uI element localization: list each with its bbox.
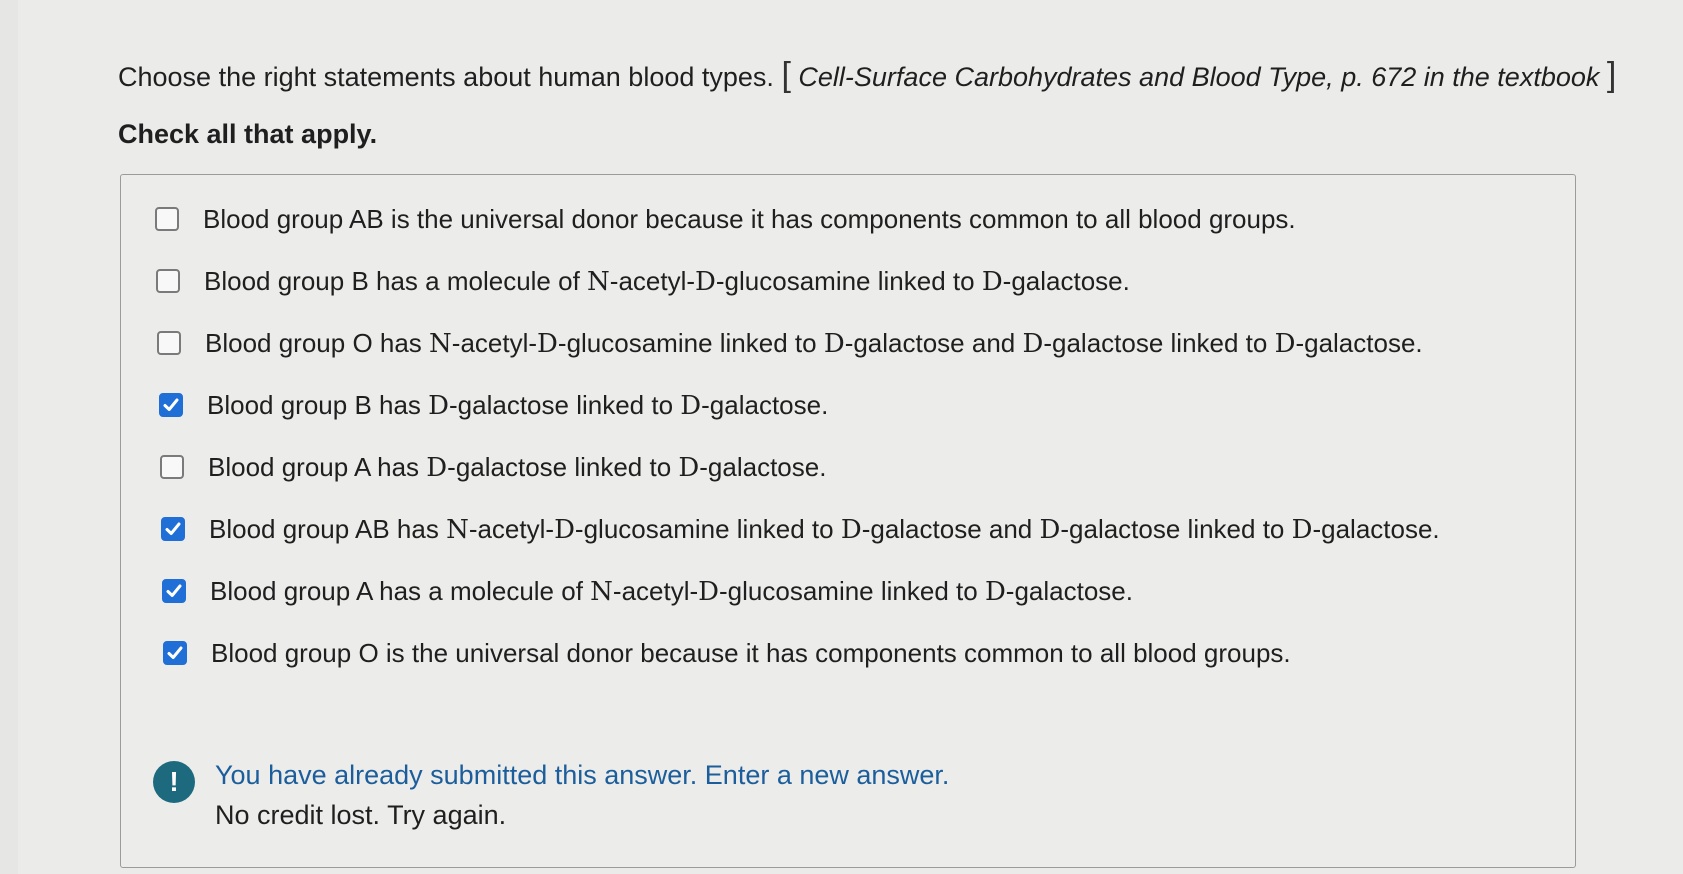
checkbox-unchecked[interactable] [155,207,179,231]
checkmark-icon [162,396,180,414]
checkbox-checked[interactable] [162,579,186,603]
checkbox-unchecked[interactable] [157,331,181,355]
option-label: Blood group B has D-galactose linked to D-galactose. [207,389,829,421]
option-item[interactable] [160,447,826,487]
checkmark-icon [166,644,184,662]
checkbox-unchecked[interactable] [156,269,180,293]
option-label: Blood group AB has N-acetyl-D-glucosamine linked to D-galactose and D-galactose linked to D-galactose. [209,513,1440,545]
option-label: Blood group A has a molecule of N-acetyl-D-glucosamine linked to D-galactose. [210,575,1133,607]
option-item[interactable] [161,509,1440,549]
page [18,0,1683,874]
option-item[interactable] [159,385,828,425]
checkmark-icon [164,520,182,538]
checkbox-unchecked[interactable] [160,455,184,479]
option-label: Blood group O is the universal donor because it has components common to all blood groups. [211,637,1291,668]
option-label: Blood group O has N-acetyl-D-glucosamine linked to D-galactose and D-galactose linked to D-galactose. [205,327,1423,359]
checkmark-icon [165,582,183,600]
checkbox-checked[interactable] [163,641,187,665]
option-item[interactable] [155,199,1296,239]
option-label: Blood group A has D-galactose linked to D-galactose. [208,451,827,483]
answer-options-box [120,174,1576,868]
textbook-citation: Cell-Surface Carbohydrates and Blood Type, p. 672 in the textbook [798,62,1600,92]
option-item[interactable] [157,323,1423,363]
instruction: Check all that apply. [118,119,378,149]
question-text: Choose the right statements about human blood types. [118,62,774,92]
checkbox-checked[interactable] [159,393,183,417]
exclamation-icon: ! [153,761,195,803]
option-item[interactable] [156,261,1130,301]
option-item[interactable] [162,571,1133,611]
option-item[interactable] [163,633,1291,673]
feedback-line-1: You have already submitted this answer. Enter a new answer. [215,760,950,790]
option-label: Blood group AB is the universal donor because it has components common to all blood groups. [203,203,1296,234]
feedback-message [153,755,949,835]
checkbox-checked[interactable] [161,517,185,541]
question-prompt: Choose the right statements about human blood types. [ Cell-Surface Carbohydrates and Blood Type, p. 672 in the textbook ] [118,56,1617,94]
feedback-line-2: No credit lost. Try again. [215,800,507,830]
option-label: Blood group B has a molecule of N-acetyl-D-glucosamine linked to D-galactose. [204,265,1130,297]
